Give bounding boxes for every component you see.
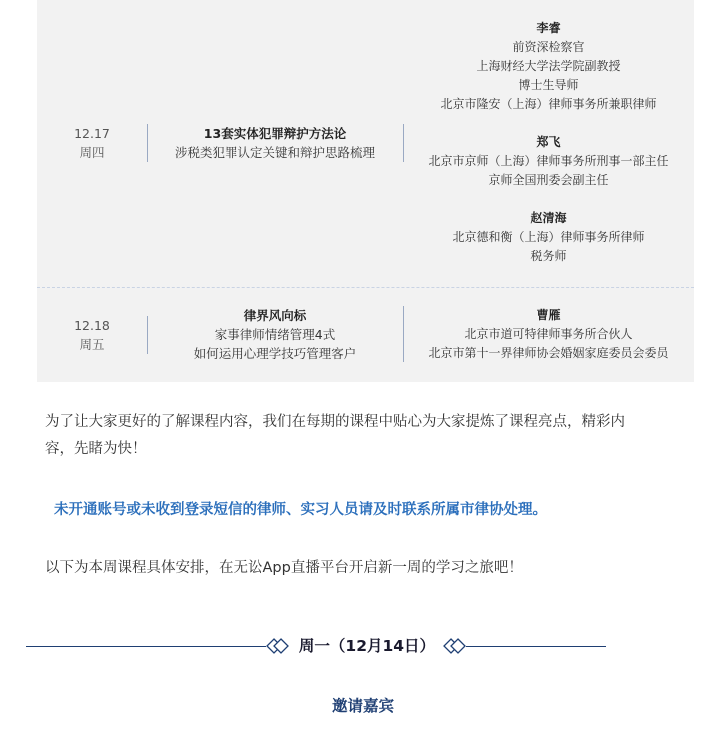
table-row — [37, 287, 694, 383]
speakers-cell — [403, 19, 694, 285]
intro-line: 为了让大家更好的了解课程内容，我们在每期的课程中贴心为大家提炼了课程亮点，精彩内 — [45, 414, 625, 430]
speaker-name: 郑飞 — [536, 135, 561, 149]
weekly-intro: 以下为本周课程具体安排，在无讼App直播平台开启新一周的学习之旅吧！ — [45, 560, 523, 576]
speaker-title: 北京市隆安（上海）律师事务所兼职律师 — [440, 97, 657, 111]
day-heading: 周一（12月14日） — [298, 637, 436, 655]
speaker — [403, 306, 694, 363]
speaker — [403, 133, 694, 190]
table-row — [37, 0, 694, 287]
speaker-name: 曹雁 — [536, 308, 561, 322]
speaker-title: 前资深检察官 — [512, 40, 585, 54]
speaker-title: 博士生导师 — [518, 78, 579, 92]
speaker-title: 上海财经大学法学院副教授 — [476, 59, 621, 73]
date-cell — [37, 316, 147, 354]
topic-cell — [147, 306, 403, 363]
topic-title: 律界风向标 — [243, 308, 307, 323]
divider-line — [466, 646, 606, 647]
intro-paragraph — [45, 409, 695, 463]
date-cell — [37, 124, 147, 162]
schedule-table — [37, 0, 694, 382]
speaker — [403, 209, 694, 266]
weekday: 周五 — [79, 337, 105, 352]
speaker-title: 北京德和衡（上海）律师事务所律师 — [452, 230, 645, 244]
speaker-name: 赵清海 — [530, 211, 567, 225]
notice-text: 未开通账号或未收到登录短信的律师、实习人员请及时联系所属市律协处理。 — [54, 502, 547, 518]
topic-cell — [147, 124, 403, 162]
date: 12.17 — [74, 126, 110, 141]
date: 12.18 — [74, 318, 110, 333]
speaker-title: 京师全国刑委会副主任 — [488, 173, 609, 187]
speaker-title: 北京市第十一界律师协会婚姻家庭委员会委员 — [428, 346, 669, 360]
divider-line — [26, 646, 266, 647]
guest-heading: 邀请嘉宾 — [331, 697, 394, 715]
topic-subtitle: 家事律师情绪管理4式 — [214, 327, 336, 342]
topic-subtitle: 如何运用心理学技巧管理客户 — [193, 346, 357, 361]
intro-line: 容，先睹为快！ — [45, 441, 147, 457]
topic-subtitle: 涉税类犯罪认定关键和辩护思路梳理 — [174, 145, 375, 160]
diamond-ornament-icon — [442, 638, 466, 654]
speaker-title: 税务师 — [530, 249, 567, 263]
topic-title: 13套实体犯罪辩护方法论 — [203, 126, 347, 141]
speaker-title: 北京市京师（上海）律师事务所刑事一部主任 — [428, 154, 669, 168]
speaker — [403, 19, 694, 114]
speakers-cell — [403, 306, 694, 363]
speaker-title: 北京市道可特律师事务所合伙人 — [464, 327, 633, 341]
weekday: 周四 — [79, 145, 105, 160]
speaker-name: 李睿 — [536, 21, 561, 35]
